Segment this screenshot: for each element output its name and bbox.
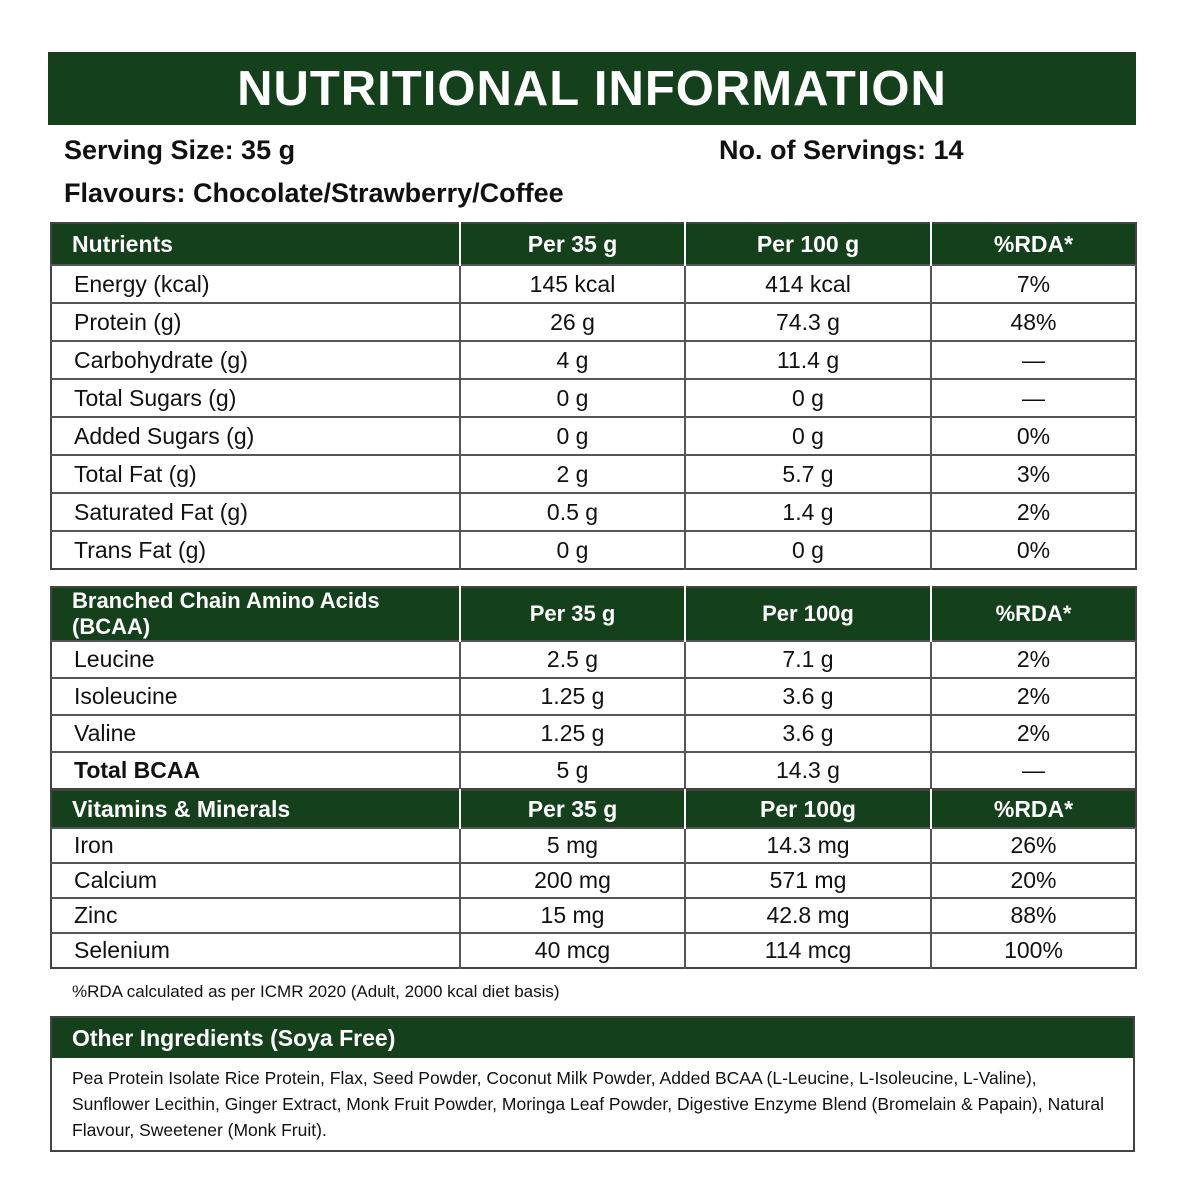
table-cell: 42.8 mg [685, 898, 931, 933]
ingredients-box [50, 1016, 1135, 1152]
column-header: Per 35 g [460, 790, 685, 828]
table-cell: 3% [931, 455, 1136, 493]
table-row-total [51, 752, 1136, 789]
number-of-servings: No. of Servings: 14 [719, 135, 964, 165]
table-cell: — [931, 379, 1136, 417]
table-cell: 20% [931, 863, 1136, 898]
table-row [51, 933, 1136, 968]
table-cell: 114 mcg [685, 933, 931, 968]
table-cell: Calcium [51, 863, 460, 898]
table-cell: 40 mcg [460, 933, 685, 968]
table-cell: 1.4 g [685, 493, 931, 531]
table-cell: 2% [931, 715, 1136, 752]
table-cell: 571 mg [685, 863, 931, 898]
table-cell: 2 g [460, 455, 685, 493]
table-cell: 15 mg [460, 898, 685, 933]
column-header: %RDA* [931, 223, 1136, 265]
serving-size: Serving Size: 35 g [64, 135, 296, 165]
table-cell: Saturated Fat (g) [51, 493, 460, 531]
table-cell: 1.25 g [460, 715, 685, 752]
table-cell: 2% [931, 493, 1136, 531]
table-row [51, 531, 1136, 569]
rda-footnote: %RDA calculated as per ICMR 2020 (Adult, 2000 kcal diet basis) [72, 982, 560, 1001]
table-row [51, 455, 1136, 493]
table-cell: 2% [931, 641, 1136, 678]
table-row [51, 828, 1136, 863]
table-cell: 0 g [460, 417, 685, 455]
column-header: %RDA* [931, 790, 1136, 828]
table-cell: — [931, 752, 1136, 789]
table-cell: 3.6 g [685, 715, 931, 752]
table-cell: Iron [51, 828, 460, 863]
table-cell: 0 g [460, 531, 685, 569]
column-header: Per 100g [685, 790, 931, 828]
table-cell: 200 mg [460, 863, 685, 898]
column-header: Nutrients [51, 223, 460, 265]
table-row [51, 303, 1136, 341]
table-cell: 7% [931, 265, 1136, 303]
table-cell: 3.6 g [685, 678, 931, 715]
table-cell: Carbohydrate (g) [51, 341, 460, 379]
table-cell: 1.25 g [460, 678, 685, 715]
table-cell: Selenium [51, 933, 460, 968]
table-cell: Trans Fat (g) [51, 531, 460, 569]
table-cell: 26 g [460, 303, 685, 341]
table-cell: 88% [931, 898, 1136, 933]
table-row [51, 265, 1136, 303]
table-cell: Energy (kcal) [51, 265, 460, 303]
table-row [51, 715, 1136, 752]
table-cell: 0.5 g [460, 493, 685, 531]
vitamins-minerals-table [50, 789, 1137, 969]
column-header: Per 100 g [685, 223, 931, 265]
table-cell: 5.7 g [685, 455, 931, 493]
table-cell: Protein (g) [51, 303, 460, 341]
table-cell: 145 kcal [460, 265, 685, 303]
table-cell: 0% [931, 417, 1136, 455]
table-cell: 2.5 g [460, 641, 685, 678]
table-cell: Valine [51, 715, 460, 752]
flavours: Flavours: Chocolate/Strawberry/Coffee [64, 178, 564, 208]
table-cell: 48% [931, 303, 1136, 341]
column-header: Vitamins & Minerals [51, 790, 460, 828]
table-cell: 4 g [460, 341, 685, 379]
table-row [51, 417, 1136, 455]
table-cell: 5 g [460, 752, 685, 789]
table-cell: 14.3 g [685, 752, 931, 789]
table-header-row [51, 790, 1136, 828]
nutrients-table [50, 222, 1137, 570]
table-row [51, 341, 1136, 379]
table-cell: Isoleucine [51, 678, 460, 715]
table-cell: 26% [931, 828, 1136, 863]
table-row [51, 379, 1136, 417]
title-banner [48, 52, 1136, 125]
ingredients-heading: Other Ingredients (Soya Free) [52, 1018, 1133, 1058]
table-cell: 14.3 mg [685, 828, 931, 863]
table-cell: 74.3 g [685, 303, 931, 341]
table-cell: 414 kcal [685, 265, 931, 303]
page-title: NUTRITIONAL INFORMATION [237, 61, 947, 116]
table-cell: 0 g [685, 417, 931, 455]
table-cell: 0% [931, 531, 1136, 569]
table-header-row [51, 587, 1136, 641]
table-cell: 7.1 g [685, 641, 931, 678]
table-cell: Total Fat (g) [51, 455, 460, 493]
table-cell: 0 g [685, 379, 931, 417]
table-row [51, 898, 1136, 933]
table-cell: 2% [931, 678, 1136, 715]
table-row [51, 493, 1136, 531]
table-row [51, 678, 1136, 715]
table-cell: 0 g [460, 379, 685, 417]
table-cell: 11.4 g [685, 341, 931, 379]
table-cell: Total Sugars (g) [51, 379, 460, 417]
table-cell: — [931, 341, 1136, 379]
table-cell: Zinc [51, 898, 460, 933]
table-cell: Added Sugars (g) [51, 417, 460, 455]
table-cell: 5 mg [460, 828, 685, 863]
column-header: Per 35 g [460, 587, 685, 641]
column-header: Per 35 g [460, 223, 685, 265]
ingredients-text: Pea Protein Isolate Rice Protein, Flax, Seed Powder, Coconut Milk Powder, Added BCAA (L-Leucine, L-Isoleucine, L-Valine), Sunflower Lecithin, Ginger Extract, Monk Fruit Powder, Moringa Leaf Powder, Digestive Enzyme Blend (Bromelain & Papain), Natural Flavour, Sweetener (Monk Fruit). [72, 1068, 1105, 1140]
table-cell: Total BCAA [51, 752, 460, 789]
column-header: %RDA* [931, 587, 1136, 641]
table-header-row [51, 223, 1136, 265]
table-row [51, 863, 1136, 898]
table-cell: 100% [931, 933, 1136, 968]
column-header: Per 100g [685, 587, 931, 641]
table-cell: 0 g [685, 531, 931, 569]
bcaa-table [50, 586, 1137, 790]
column-header: Branched Chain Amino Acids (BCAA) [51, 587, 460, 641]
table-cell: Leucine [51, 641, 460, 678]
table-row [51, 641, 1136, 678]
